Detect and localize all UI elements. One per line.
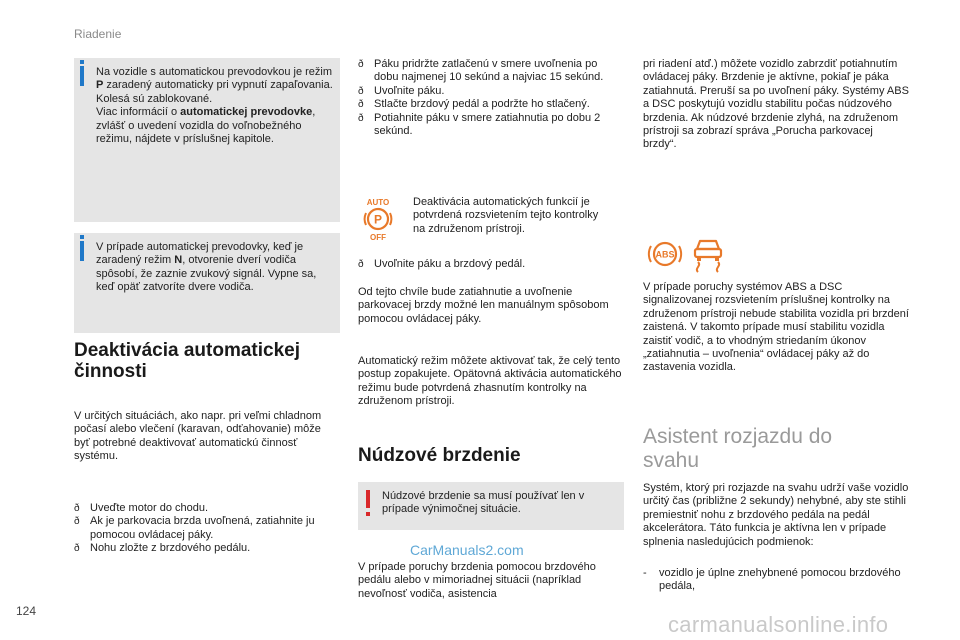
info-box-text: Na vozidle s automatickou prevodovkou je režim P zaradený automaticky pri vypnutí zapaľovania. Kolesá sú zablokované. <box>96 66 333 105</box>
list-item: ð Potiahnite páku v smere zatiahnutia po dobu 2 sekúnd. <box>358 112 622 139</box>
emergency-braking-text-continued: pri riadení atď.) môžete vozidlo zabrzdiť potiahnutím ovládacej páky. Brzdenie je aktívne, pokiaľ je páka zatiahnutá. Preruší sa po uvoľnení páky. Systémy ABS a DSC poskytujú vozidlu stabilitu počas núdzového brzdenia. Ak núdzové brzdenie zlyhá, na združenom prístroji sa zobrazí správa „Porucha parkovacej brzdy“. <box>643 58 909 151</box>
list-item: ð Uveďte motor do chodu. <box>74 502 338 515</box>
release-step <box>358 258 622 271</box>
hill-start-text: Systém, ktorý pri rozjazde na svahu udrží vaše vozidlo určitý čas (približne 2 sekundy) nehybné, aby ste stihli premiestniť nohu z brzdového pedála na pedál akcelerátora. Táto funkcia je aktívna len v prípade splnenia nasledujúcich podmienok: <box>643 482 909 548</box>
list-item: ð Páku pridržte zatlačenú v smere uvoľnenia po dobu najmenej 10 sekúnd a najviac 15 sekúnd. <box>358 58 622 85</box>
abs-warning-icon <box>645 238 685 270</box>
abs-label: ABS <box>655 249 675 260</box>
skid-car-icon-graphic <box>688 234 728 274</box>
manual-mode-text: Od tejto chvíle bude zatiahnutie a uvoľnenie parkovacej brzdy možné len manuálnym spôsobom pomocou ovládacej páky. <box>358 286 609 325</box>
section-header: Riadenie <box>74 27 122 41</box>
info-box-text-more: Viac informácií o automatickej prevodovke, zvlášť o uvedení vozidla do voľnobežného režimu, nájdete v príslušnej kapitole. <box>96 106 316 146</box>
page-number: 124 <box>16 604 37 618</box>
list-item: ð Uvoľnite páku. <box>358 85 622 98</box>
emergency-braking-text: V prípade poruchy brzdenia pomocou brzdového pedálu alebo v mimoriadnej situácii (napríklad nevoľnosť vodiča, asistencia <box>358 561 596 600</box>
info-box-text: V prípade automatickej prevodovky, keď je zaradený režim N, otvorenie dverí vodiča spôsobí, že zaznie zvukový signál. Vypne sa, keď opäť zatvoríte dvere vodiča. <box>96 241 317 294</box>
deactivation-steps-continued <box>358 58 622 138</box>
abs-icon-graphic <box>645 238 685 270</box>
info-icon <box>80 241 84 261</box>
warning-icon <box>366 490 370 508</box>
auto-mode-reactivation-text: Automatický režim môžete aktivovať tak, že celý tento postup zopakujete. Opätovná aktivácia automatického režimu bude potvrdená zhasnutím kontrolky na združenom prístroji. <box>358 355 622 408</box>
warning-text: Núdzové brzdenie sa musí používať len v prípade výnimočnej situácie. <box>382 490 585 516</box>
p-letter: P <box>373 212 383 227</box>
list-item: ð Uvoľnite páku a brzdový pedál. <box>358 258 622 271</box>
info-box-park-mode <box>74 58 340 222</box>
info-icon <box>80 66 84 86</box>
section-heading-hill-start-assist: Asistent rozjazdu do svahu <box>643 425 833 472</box>
auto-p-off-icon-graphic <box>360 196 396 242</box>
watermark-carmanualsonline: carmanualsonline.info <box>668 612 889 637</box>
section-heading-emergency-braking: Núdzové brzdenie <box>358 445 521 466</box>
list-item: ð Ak je parkovacia brzda uvoľnená, zatiahnite ju pomocou ovládacej páky. <box>74 515 338 542</box>
deactivation-steps <box>74 502 338 556</box>
warning-box-emergency <box>358 482 624 530</box>
auto-p-off-warning-icon <box>360 196 396 242</box>
info-box-neutral-mode <box>74 233 340 333</box>
hill-start-conditions <box>643 567 907 594</box>
section-heading-deactivation: Deaktivácia automatickej činnosti <box>74 340 301 382</box>
list-item: - vozidlo je úplne znehybnené pomocou brzdového pedála, <box>643 567 907 594</box>
abs-dsc-failure-text: V prípade poruchy systémov ABS a DSC signalizovanej rozsvietením príslušnej kontrolky na združenom prístroji nebude stabilita vozidla pri brzdení zaistená. V takomto prípade musí stabilitu vozidla zaistiť vodič, a to vhodným striedaním úkonov „zatiahnutia – uvoľnenia“ ovládacej páky až do zastavenia vozidla. <box>643 281 909 374</box>
auto-label: AUTO <box>366 198 390 207</box>
watermark-carmanuals2: CarManuals2.com <box>410 542 524 558</box>
dsc-warning-icon <box>688 234 728 274</box>
off-label: OFF <box>370 233 386 242</box>
icon-caption: Deaktivácia automatických funkcií je potvrdená rozsvietením tejto kontrolky na združenom prístroji. <box>413 196 599 235</box>
list-item: ð Stlačte brzdový pedál a podržte ho stlačený. <box>358 98 622 111</box>
list-item: ð Nohu zložte z brzdového pedálu. <box>74 542 338 555</box>
deactivation-intro: V určitých situáciách, ako napr. pri veľmi chladnom počasí alebo vlečení (karavan, odťahovanie) môže byť potrebné deaktivovať automatickú činnosť systému. <box>74 410 322 463</box>
